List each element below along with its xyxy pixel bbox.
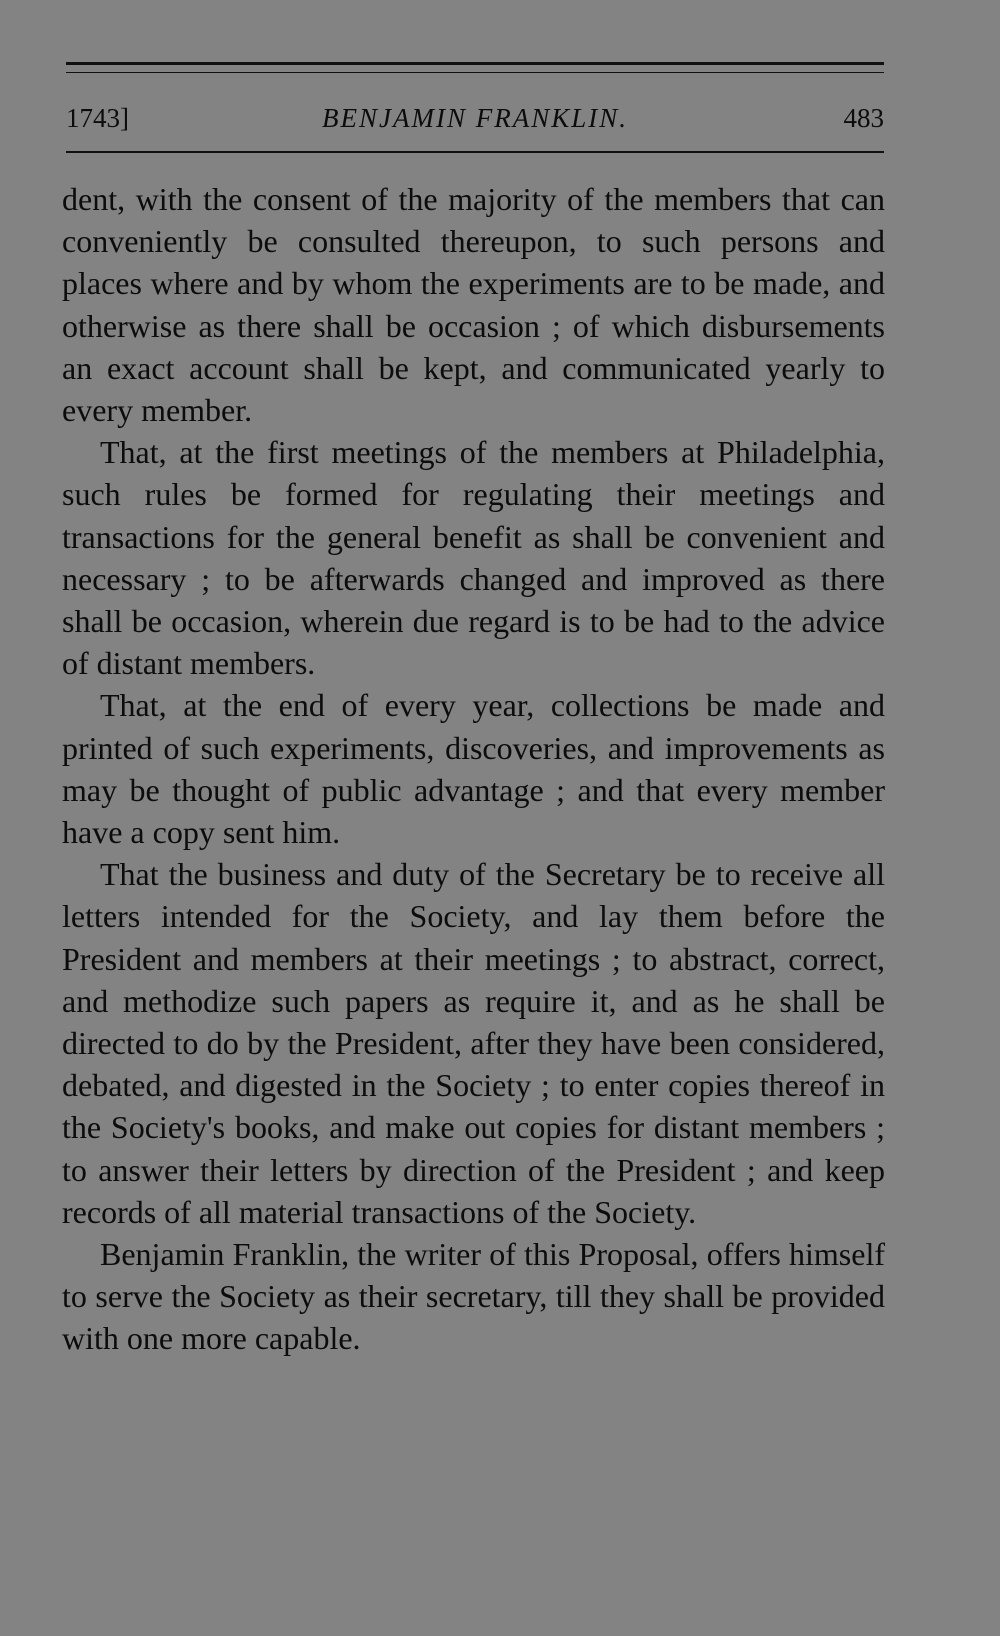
top-rule (66, 62, 884, 65)
header-year: 1743] (66, 103, 129, 133)
paragraph-collections: That, at the end of every year, collections be made and printed of such experiments, discoveries, and improvements as may be thought of public advantage ; and that every member have a copy sent him. (62, 687, 885, 851)
paragraph-continuation: dent, with the consent of the majority of the members that can conveniently be consulted thereupon, to such persons and places where and by whom the experiments are to be made, and otherwise as there shall be occasion ; of which disbursements an exact account shall be kept, and communicated yearly to every member. (62, 181, 885, 429)
paragraph-rules: That, at the first meetings of the members at Philadelphia, such rules be formed for regulating their meetings and transactions for the general benefit as shall be convenient and necessary ; to be afterwards changed and improved as there shall be occasion, wherein due regard is to be had to the advice of distant members. (62, 434, 885, 682)
page-number: 483 (843, 103, 884, 133)
running-head (66, 98, 884, 138)
top-rule-thin (66, 72, 884, 73)
paragraph-franklin-offer: Benjamin Franklin, the writer of this Proposal, offers himself to serve the Society as their secretary, till they shall be provided with one more capable. (62, 1236, 885, 1357)
paragraph-secretary-duties: That the business and duty of the Secretary be to receive all letters intended for the Society, and lay them before the President and members at their meetings ; to abstract, correct, and methodize such papers as require it, and as he shall be directed to do by the President, after they have been considered, debated, and digested in the Society ; to enter copies thereof in the Society's books, and make out copies for distant members ; to answer their letters by direction of the President ; and keep records of all material transactions of the Society. (62, 856, 885, 1230)
header-rule (66, 151, 884, 153)
header-title: BENJAMIN FRANKLIN. (322, 103, 628, 133)
body-text (62, 178, 885, 1360)
